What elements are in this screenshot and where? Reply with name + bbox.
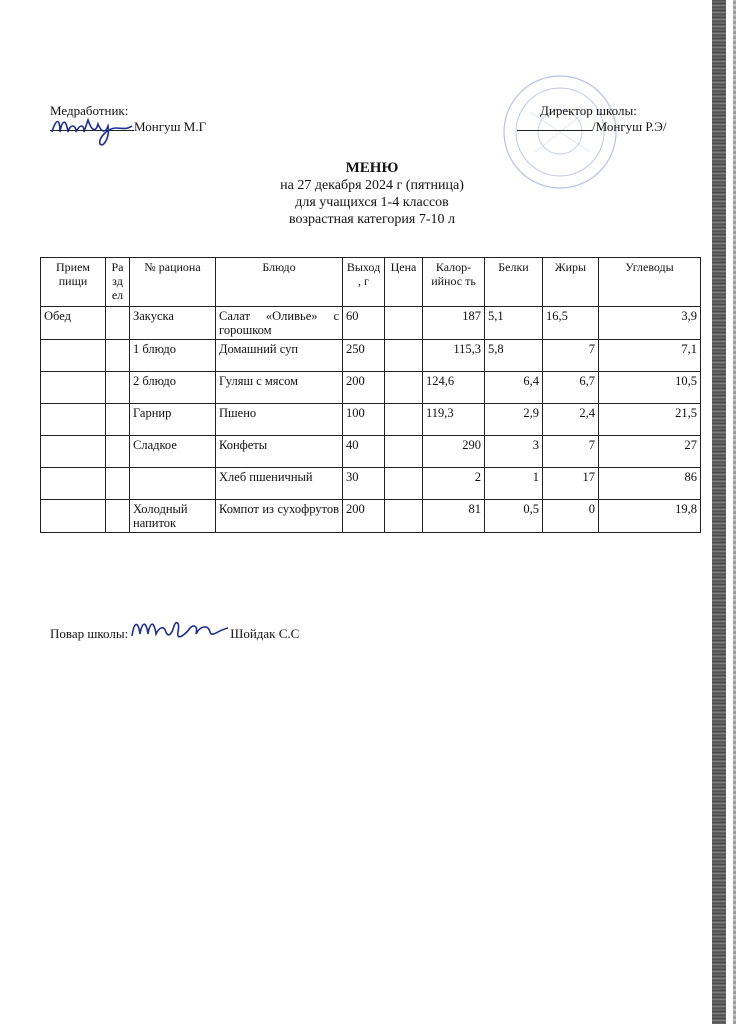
menu-age-line: возрастная категория 7-10 л [289, 212, 455, 227]
cook-name: Шойдак С.С [230, 626, 300, 641]
table-row [41, 404, 701, 436]
carbs-cell: 3,9 [599, 307, 701, 340]
meal-cell [41, 340, 106, 372]
output-cell: 200 [343, 372, 385, 404]
dish-cell: Компот из сухофрутов [216, 500, 343, 533]
menu-date-line: на 27 декабря 2024 г (пятница) [280, 178, 464, 193]
calories-cell: 290 [423, 436, 485, 468]
cook-role-label: Повар школы: [50, 626, 129, 641]
column-header: Калор-ийнос ть [423, 258, 485, 307]
output-cell: 40 [343, 436, 385, 468]
output-cell: 250 [343, 340, 385, 372]
table-row [41, 307, 701, 340]
ration-cell: 1 блюдо [130, 340, 216, 372]
column-header: Цена [385, 258, 423, 307]
price-cell [385, 468, 423, 500]
scan-edge-artifact [712, 0, 726, 1024]
scan-edge-artifact-thin [733, 0, 736, 1024]
dish-cell: Конфеты [216, 436, 343, 468]
section-cell [106, 436, 130, 468]
price-cell [385, 340, 423, 372]
output-cell: 200 [343, 500, 385, 533]
column-header: Прием пищи [41, 258, 106, 307]
director-signature-line [517, 119, 666, 135]
fat-cell: 17 [543, 468, 599, 500]
medic-signature-image [46, 110, 138, 152]
calories-cell: 115,3 [423, 340, 485, 372]
calories-cell: 81 [423, 500, 485, 533]
fat-cell: 7 [543, 340, 599, 372]
calories-cell: 124,6 [423, 372, 485, 404]
price-cell [385, 372, 423, 404]
meal-cell [41, 468, 106, 500]
cook-signature-image [128, 612, 232, 648]
ration-cell: Закуска [130, 307, 216, 340]
section-cell [106, 340, 130, 372]
fat-cell: 0 [543, 500, 599, 533]
director-role-label: Директор школы: [540, 103, 637, 118]
section-cell [106, 307, 130, 340]
carbs-cell: 19,8 [599, 500, 701, 533]
section-cell [106, 500, 130, 533]
column-header: Углеводы [599, 258, 701, 307]
section-cell [106, 468, 130, 500]
ration-cell: Гарнир [130, 404, 216, 436]
column-header: Жиры [543, 258, 599, 307]
section-cell [106, 372, 130, 404]
table-row [41, 468, 701, 500]
column-header: № рациона [130, 258, 216, 307]
fat-cell: 2,4 [543, 404, 599, 436]
director-name: /Монгуш Р.Э/ [592, 119, 667, 134]
dish-cell: Хлеб пшеничный [216, 468, 343, 500]
table-row [41, 340, 701, 372]
calories-cell: 187 [423, 307, 485, 340]
ration-cell [130, 468, 216, 500]
carbs-cell: 10,5 [599, 372, 701, 404]
column-header: Ра зд ел [106, 258, 130, 307]
column-header: Выход , г [343, 258, 385, 307]
protein-cell: 5,8 [485, 340, 543, 372]
medic-name: Монгуш М.Г [134, 119, 207, 134]
carbs-cell: 7,1 [599, 340, 701, 372]
carbs-cell: 27 [599, 436, 701, 468]
meal-cell [41, 436, 106, 468]
output-cell: 30 [343, 468, 385, 500]
protein-cell: 3 [485, 436, 543, 468]
table-row [41, 372, 701, 404]
calories-cell: 119,3 [423, 404, 485, 436]
menu-title-block [0, 160, 744, 228]
table-header-row [41, 258, 701, 307]
table-row [41, 500, 701, 533]
price-cell [385, 307, 423, 340]
protein-cell: 0,5 [485, 500, 543, 533]
fat-cell: 7 [543, 436, 599, 468]
meal-cell [41, 404, 106, 436]
price-cell [385, 436, 423, 468]
meal-cell [41, 372, 106, 404]
ration-cell: Сладкое [130, 436, 216, 468]
dish-cell: Домашний суп [216, 340, 343, 372]
protein-cell: 6,4 [485, 372, 543, 404]
section-cell [106, 404, 130, 436]
dish-cell: Пшено [216, 404, 343, 436]
ration-cell: 2 блюдо [130, 372, 216, 404]
dish-cell: Гуляш с мясом [216, 372, 343, 404]
output-cell: 100 [343, 404, 385, 436]
calories-cell: 2 [423, 468, 485, 500]
protein-cell: 1 [485, 468, 543, 500]
carbs-cell: 21,5 [599, 404, 701, 436]
menu-audience-line: для учащихся 1-4 классов [295, 195, 449, 210]
fat-cell: 6,7 [543, 372, 599, 404]
menu-heading: МЕНЮ [345, 160, 399, 176]
fat-cell: 16,5 [543, 307, 599, 340]
column-header: Белки [485, 258, 543, 307]
meal-cell: Обед [41, 307, 106, 340]
ration-cell: Холодный напиток [130, 500, 216, 533]
carbs-cell: 86 [599, 468, 701, 500]
price-cell [385, 404, 423, 436]
protein-cell: 5,1 [485, 307, 543, 340]
table-row [41, 436, 701, 468]
medic-role-label: Медработник: [50, 103, 129, 118]
menu-table [40, 257, 701, 533]
protein-cell: 2,9 [485, 404, 543, 436]
dish-cell: Салат «Оливье» с горошком [216, 307, 343, 340]
meal-cell [41, 500, 106, 533]
price-cell [385, 500, 423, 533]
column-header: Блюдо [216, 258, 343, 307]
output-cell: 60 [343, 307, 385, 340]
